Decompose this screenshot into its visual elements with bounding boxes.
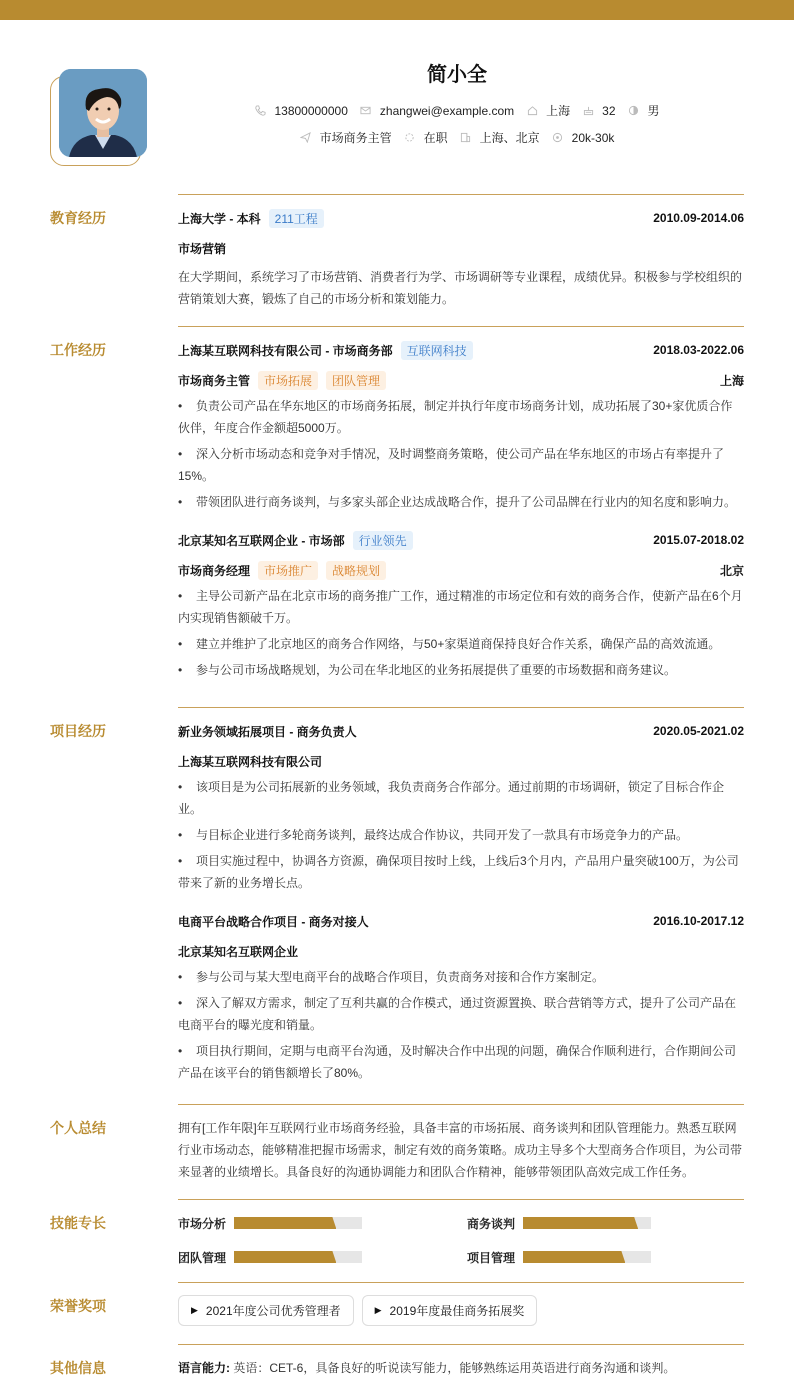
phone-icon [254, 105, 266, 117]
email-icon [360, 105, 372, 117]
candidate-name: 简小全 [427, 64, 487, 86]
projects-section [0, 707, 794, 1104]
position: 市场商务经理 [178, 563, 251, 578]
skill-name: 项目管理 [467, 1250, 516, 1265]
major: 市场营销 [178, 241, 227, 256]
education-section [0, 194, 794, 326]
resume-header [0, 20, 794, 174]
section-title: 个人总结 [50, 1120, 106, 1136]
education-entry [178, 209, 744, 310]
skill-bar-fill [523, 1251, 625, 1263]
top-accent-bar [0, 0, 794, 20]
skill-bar [234, 1251, 362, 1263]
age-value: 32 [602, 103, 616, 118]
awards-section [0, 1282, 794, 1344]
work-bullet: • 深入分析市场动态和竞争对手情况，及时调整商务策略，使公司产品在华东地区的市场占有率提升了15%。 [178, 447, 725, 483]
cake-icon [582, 105, 594, 117]
project-bullet: • 项目实施过程中，协调各方资源，确保项目按时上线，上线后3个月内，产品用户量突破100万，为公司带来了新的业务增长点。 [178, 854, 739, 890]
work-section [0, 326, 794, 707]
contact-email [360, 104, 514, 118]
skill-item [467, 1214, 744, 1232]
project-company: 上海某互联网科技有限公司 [178, 754, 323, 769]
position: 市场商务主管 [178, 373, 251, 388]
work-bullet: • 参与公司市场战略规划，为公司在华北地区的业务拓展提供了重要的市场数据和商务建议。 [178, 663, 677, 677]
contact-location [526, 102, 570, 119]
skill-bar [523, 1251, 651, 1263]
project-name: 新业务领域拓展项目 - 商务负责人 [178, 724, 357, 739]
intent-position [300, 129, 392, 146]
skill-item [178, 1248, 467, 1266]
contact-age [582, 104, 615, 118]
skill-item [178, 1214, 467, 1232]
project-name: 电商平台战略合作项目 - 商务对接人 [178, 914, 369, 929]
work-entry [178, 531, 744, 681]
award-item: ▶ 2019年度最佳商务拓展奖 [362, 1295, 538, 1326]
education-description: 在大学期间，系统学习了市场营销、消费者行为学、市场调研等专业课程，成绩优异。积极参与学校组织的营销策划大赛，锻炼了自己的市场分析和策划能力。 [178, 270, 743, 306]
work-bullet: • 带领团队进行商务谈判，与多家头部企业达成战略合作，提升了公司品牌在行业内的知名度和影响力。 [178, 495, 737, 509]
intent-position-value: 市场商务主管 [319, 131, 392, 145]
intent-city-value: 上海、北京 [479, 131, 540, 145]
project-bullet: • 与目标企业进行多轮商务谈判，最终达成合作协议，共同开发了一款具有市场竞争力的产品。 [178, 828, 689, 842]
contact-gender [628, 102, 660, 119]
skill-name: 商务谈判 [467, 1216, 516, 1231]
intent-city [460, 129, 540, 146]
work-date: 2018.03-2022.06 [653, 343, 744, 357]
education-date: 2010.09-2014.06 [653, 211, 744, 225]
project-bullet: • 项目执行期间，定期与电商平台沟通，及时解决合作中出现的问题，确保合作顺利进行，合作期间公司产品在该平台的销售额增长了80%。 [178, 1044, 737, 1080]
work-bullet: • 主导公司新产品在北京市场的商务推广工作，通过精准的市场定位和有效的商务合作，使新产品在6个月内实现销售额破千万。 [178, 589, 743, 625]
project-bullet: • 该项目是为公司拓展新的业务领域，我负责商务合作部分。通过前期的市场调研，锁定了目标合作企业。 [178, 780, 725, 816]
work-bullet: • 建立并维护了北京地区的商务合作网络，与50+家渠道商保持良好合作关系，确保产品的高效流通。 [178, 637, 721, 651]
language-info [178, 1358, 744, 1378]
job-intent-row [120, 129, 794, 146]
skill-tag: 战略规划 [326, 561, 386, 580]
triangle-right-icon: ▶ [374, 1305, 382, 1315]
language-label: 语言能力: [178, 1361, 230, 1375]
section-title: 其他信息 [50, 1360, 106, 1376]
intent-salary-value: 20k-30k [571, 130, 615, 145]
gender-value: 男 [647, 104, 660, 118]
skill-tag: 市场推广 [258, 561, 318, 580]
company-name: 北京某知名互联网企业 - 市场部 [178, 533, 345, 548]
skill-item [467, 1248, 744, 1266]
language-text: 英语：CET-6，具备良好的听说读写能力，能够熟练运用英语进行商务沟通和谈判。 [233, 1361, 676, 1375]
project-bullet: • 参与公司与某大型电商平台的战略合作项目，负责商务对接和合作方案制定。 [178, 970, 605, 984]
section-title: 技能专长 [50, 1215, 106, 1231]
skill-bar-fill [523, 1217, 638, 1229]
gender-icon [628, 105, 640, 117]
project-entry [178, 722, 744, 894]
company-tag: 行业领先 [353, 531, 413, 550]
summary-section [0, 1104, 794, 1199]
phone-value: 13800000000 [274, 103, 348, 118]
project-company: 北京某知名互联网企业 [178, 944, 299, 959]
contact-phone [254, 104, 347, 118]
company-name: 上海某互联网科技有限公司 - 市场商务部 [178, 343, 393, 358]
other-section [0, 1344, 794, 1384]
skill-tag: 团队管理 [326, 371, 386, 390]
skill-name: 市场分析 [178, 1216, 227, 1231]
section-title: 教育经历 [50, 210, 106, 226]
project-entry [178, 912, 744, 1084]
section-title: 项目经历 [50, 723, 106, 739]
intent-status-value: 在职 [423, 131, 448, 145]
school-name: 上海大学 - 本科 [178, 211, 261, 226]
work-entry [178, 341, 744, 513]
intent-status [404, 129, 448, 146]
status-icon [404, 132, 416, 144]
skill-bar [523, 1217, 651, 1229]
skill-name: 团队管理 [178, 1250, 227, 1265]
project-bullet: • 深入了解双方需求，制定了互利共赢的合作模式，通过资源置换、联合营销等方式，提升了公司产品在电商平台的曝光度和销量。 [178, 996, 737, 1032]
send-icon [300, 132, 312, 144]
skill-bar [234, 1217, 362, 1229]
skill-bar-fill [234, 1217, 336, 1229]
home-icon [526, 105, 538, 117]
summary-text: 拥有[工作年限]年互联网行业市场商务经验，具备丰富的市场拓展、商务谈判和团队管理能力。熟悉互联网行业市场动态，能够精准把握市场需求，制定有效的商务策略。成功主导多个大型商务合作项目，为公司带来显著的业绩增长。具备良好的沟通协调能力和团队合作精神，能够带领团队高效完成工作任务。 [178, 1121, 743, 1179]
skill-tag: 市场拓展 [258, 371, 318, 390]
section-title: 工作经历 [50, 342, 106, 358]
award-item: ▶ 2021年度公司优秀管理者 [178, 1295, 354, 1326]
intent-salary [552, 131, 615, 145]
company-tag: 互联网科技 [401, 341, 473, 360]
email-value: zhangwei@example.com [379, 103, 515, 118]
work-bullet: • 负责公司产品在华东地区的市场商务拓展，制定并执行年度市场商务计划，成功拓展了30+家优质合作伙伴，年度合作金额超5000万。 [178, 399, 733, 435]
location-value: 上海 [546, 104, 571, 118]
skill-bar-fill [234, 1251, 336, 1263]
salary-icon [552, 132, 564, 144]
work-location: 上海 [719, 373, 744, 388]
school-tag: 211工程 [269, 209, 324, 228]
work-date: 2015.07-2018.02 [653, 533, 744, 547]
work-location: 北京 [719, 563, 744, 578]
contact-info-row [120, 102, 794, 119]
triangle-right-icon: ▶ [191, 1305, 198, 1315]
section-title: 荣誉奖项 [50, 1298, 106, 1314]
project-date: 2020.05-2021.02 [653, 724, 744, 738]
building-icon [460, 132, 472, 144]
skills-section [0, 1199, 794, 1282]
project-date: 2016.10-2017.12 [653, 914, 744, 928]
